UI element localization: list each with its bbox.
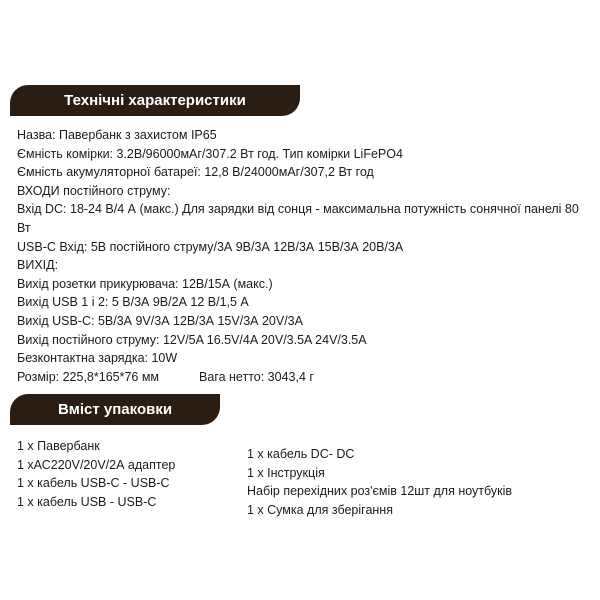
spec-line: Вихід розетки прикурювача: 12В/15А (макс.) xyxy=(17,276,273,291)
spec-line: ВИХІД: xyxy=(17,258,59,273)
spec-line: Вихід USB 1 і 2: 5 В/3А 9В/2А 12 В/1,5 А xyxy=(17,295,249,310)
package-list-left xyxy=(17,437,175,511)
specs-list xyxy=(17,126,592,386)
size-value: Розмір: 225,8*165*76 мм xyxy=(17,369,160,384)
package-item: 1 х Інструкція xyxy=(247,465,325,480)
spec-line: Ємність акумуляторної батареї: 12,8 В/24000мАг/307,2 Вт год xyxy=(17,165,374,180)
package-item: 1 х Сумка для зберігання xyxy=(247,502,393,517)
package-list-right xyxy=(247,445,512,519)
spec-line: Вхід DC: 18-24 В/4 А (макс.) Для зарядки від сонця - максимальна потужність сонячної панелі 80 Вт xyxy=(17,202,579,235)
specs-section-title: Технічні характеристики xyxy=(10,85,300,116)
package-item: Набір перехідних роз'ємів 12шт для ноутбуків xyxy=(247,484,513,499)
spec-line: Ємність комірки: 3.2В/96000мАг/307.2 Вт год. Тип комірки LiFePO4 xyxy=(17,146,403,161)
package-item: 1 х кабель USB-C - USB-C xyxy=(17,476,170,491)
spec-line: Вихід постійного струму: 12V/5A 16.5V/4A 20V/3.5A 24V/3.5A xyxy=(17,332,367,347)
spec-line: Безконтактна зарядка: 10W xyxy=(17,351,178,366)
weight-value: Вага нетто: 3043,4 г xyxy=(199,369,314,384)
package-item: 1 х кабель USB - USB-C xyxy=(17,494,157,509)
package-section-title: Вміст упаковки xyxy=(10,394,220,425)
package-item: 1 хАС220V/20V/2А адаптер xyxy=(17,457,176,472)
spec-line: ВХОДИ постійного струму: xyxy=(17,183,171,198)
package-item: 1 х кабель DC- DC xyxy=(247,447,355,461)
spec-line: Вихід USB-C: 5В/3А 9V/3А 12В/3А 15V/3А 20V/3А xyxy=(17,313,303,328)
package-item: 1 х Павербанк xyxy=(17,439,100,453)
size-weight-row xyxy=(17,368,592,387)
spec-line: Назва: Павербанк з захистом IP65 xyxy=(17,128,217,142)
spec-line: USB-C Вхід: 5В постійного струму/3А 9В/3А 12В/3А 15В/3А 20В/3А xyxy=(17,239,404,254)
